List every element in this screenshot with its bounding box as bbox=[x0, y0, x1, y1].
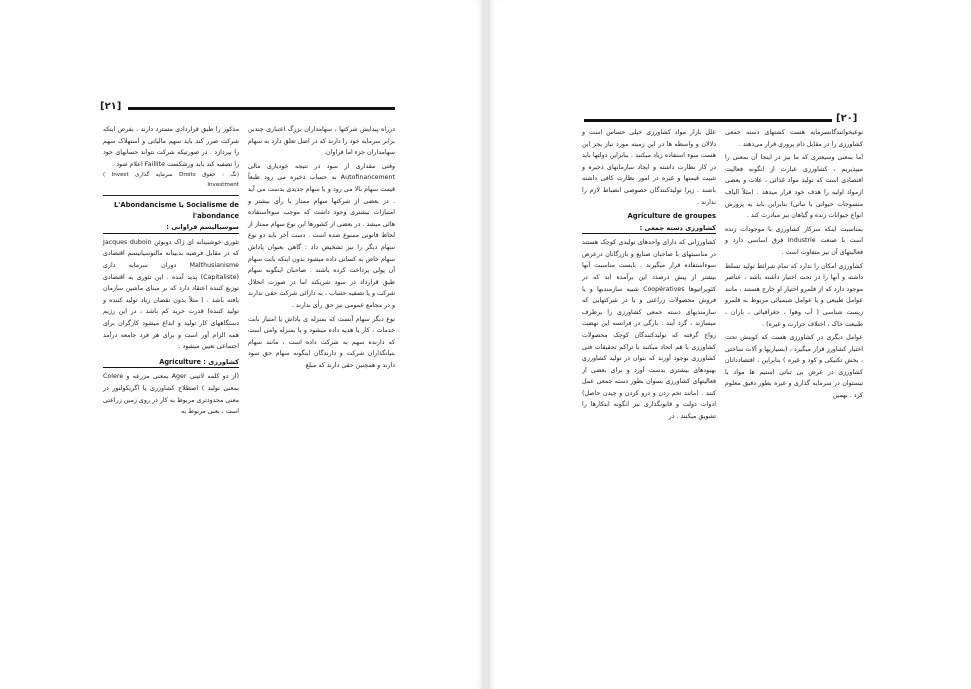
cross-reference-note: (نگ : حقوق Droits سرمایه گذاری Invest ) Investment bbox=[103, 172, 239, 189]
paragraph: اما بمعنی وسیعتری که ما نیز در اینجا آن بمعنی را میپذیریم ، کشاورزی عبارت از انگونه فعالیت اقتصادی است که تولید مواد غذائی ، علات و بعضی ازمواد اولیه را هدف خود قرار میدهد . (مثلاً الیاف منسوجات حیوانی یا نباتی) بنابراین باید به پرورش انواع حیوانات زنده و گیاهان نیز مبادرت کند . bbox=[725, 154, 863, 220]
header-rule bbox=[584, 119, 832, 122]
section-heading-fa: سوسیالیسم فراوانی : bbox=[103, 222, 239, 234]
paragraph: نوع دیگر سهام آنست که بمنزله ی پاداش یا امتیاز بابت خدمات ، کار یا هدیه داده میشود و یا بمنزله وامی است که دارنده سهم به شرکت داده است ، مانند سهام بنیانگذاران شرکت و دارندگان اینگونه سهام حق سود دارند و همچنین حقی دارند که مبلغ bbox=[248, 315, 395, 369]
section-divider bbox=[103, 195, 239, 196]
left-page-left-column bbox=[103, 124, 239, 418]
paragraph: نوعیخوانندگانسرمایه هست کشتهای دسته جمعی کشاورزی را در مقابل دام پروری قرار می‌دهند . bbox=[725, 129, 863, 148]
agriculture-heading: کشاورزی : Agriculture bbox=[103, 357, 239, 369]
paragraph: علل بازار مواد کشاورزی خیلی حساس است و دلالان و واسطه ها در این زمینه مورد نیاز بجز این هست سوء استفاده زیاد میکنند . بنابراین دولتها باید در کار نظارت داشته و ایجاد سازمانهای ذخیره و تثبیت قیمتها و غیره در امور نظارت کافی داشته باشند . زیرا تولیدکنندگان خصوصی انضباط لازم را ندارند . bbox=[582, 129, 716, 206]
section-body: تئوری خوشبینانه ای ژاک دوبوئن Jacques duboin که در مقابل فرضیه بدبینانه مالتوسیانیسم اقتصادی Malthusianisme دوران سرمایه داری (Capitaliste) پدید آمده . این تئوری به اقتصادی توزیع کننده اعتقاد دارد که بر مبنای ماشین سازمان یافته باشد . ( مثلاً بدون نقصان زیاد تولید کننده و تولید کننده) قدرت خرید کم باشد ، در این رژیم دستگاههای کار تولید و ابداع میشود کارگران برای همه الزام آور است و برای هر فرد جامعه درآمد اجتماعی تعیین میشود . bbox=[103, 238, 239, 351]
header-rule bbox=[128, 107, 395, 110]
paragraph: وقتی مقداری از سود در نتیجه خودیاری مالی Autofinancement به حساب ذخیره می رود طبعاً قیمت سهام بالا می رود و یا سهام جدیدی بدست می آید . در بعضی از شرکتها سهام ممتاز با رأی بیشتر و امتیازات بیشتری وجود داشت که موجب سوءاستفاده هائی میشد . در بعضی از کشورها این نوع سهام ممتاز از لحاظ قانونی ممنوع شده است . دست آخر باید دو نوع سهام دیگر را نیز تشخیص داد : گاهی بعنوان پاداش سهام خاص به کسانی داده میشود بدون اینکه بابت سهام آن پولی پرداخت کرده باشند . صاحبان اینگونه سهام طبق قرارداد در سود شریکند اما در صورت انحلال شرکت و یا تصفیه حساب ، به دارائی شرکت حقی ندارند و در مجامع عمومی نیز حق رأی ندارند . bbox=[248, 162, 395, 309]
paragraph: درراه پیدایش شرکتها ، سهامداران بزرگ اعتباری چندین برابر سرمایه خود را دارند که در اصل تعلق دارد به سهام سهامداران جزء اما فراوان. bbox=[248, 126, 395, 157]
page-number: [۲۱] bbox=[100, 101, 122, 112]
paragraph: بمناسبت اینکه سرکار کشاورزی با موجودات زنده است با صنعت Industrie فرق اساسی دارد و فعالیتهای آن نیز متفاوت است . bbox=[725, 225, 863, 256]
left-page-header bbox=[100, 101, 400, 115]
paragraph: مذکور را طبق قراردادی مسترد دارند ، بفرض اینکه شرکت ضرر کند باید سهم مالیاتی و استهلاک سهم را بپردازد . در صورتیکه شرکت نتواند حسابهای خود را تصفیه کند باید ورشکست Faillite اعلام شود . bbox=[103, 126, 239, 168]
right-page-left-column bbox=[582, 127, 716, 423]
right-page-right-column bbox=[725, 127, 863, 402]
section-body: کشاورزانی که دارای واحدهای تولیدی کوچک هستند در مناسبتهای با صاحبان صنایع و بازرگانان درعرض سوءاستفاده قرار میگیرند . بایست مناسبت آنها بیشتر از پیش درصدد این برآمده اند که در کئوپراتیوها Coopératives شبیه سازمندیها و یا فروش محصولات زراعتی و یا در شرکتهایی که سازمندیهای دسته جمعی کشاورزی را برطرف میسازند ، گرد آیند . بارگی در فرانسه این نهضت رواج گرفته که تولیدکنندگان کوچک محصولات کشاورزی با هم اتحاد میکنند با تراکم تحقیقات فنی کشاورزی بوجود آورند که بتوان در تولید کشاورزی بهبودهای بیشتری بدست آورد و برای بعضی از فعالیتهای کشاورزی بسوان بطور دسته جمعی عمل کنند . (مانند تخم زدن و درو کردن و چیدن حاصل) ادوات دولت و قانونگذاری نیز انگونه ابتکارها را تشویق میکنند . در bbox=[582, 239, 716, 421]
section-heading-en: Agriculture de groupes bbox=[627, 212, 716, 221]
paragraph: عوامل دیگری در کشاورزی هست که کوینش تحت اختیار کشاورز قرار میگیرد ، (بسیاریها و آلات ساختی ، بخش تکنیکی و کود و غیره ) بنابراین ، اقتصاددانان کشاورزی در عرض بی ثباتی استیم ها مواد با نیستوان در سرمایه گذاری و غیره بطور دقیق معلوم کرد . بهمین bbox=[725, 334, 863, 400]
paragraph: کشاورزی امکان را ندارد که تمام شرائط تولید تسلط داشته و آنها را در تحت اختیار داشته باشد ، عناصر موجود دارد که از قلمرو اختیار او خارج هستند ، مانند عوامل طبیعی و یا عوامل شیمیائی مربوط به قلمرو زیست شناسی ( آب وهوا ، جغرافیائی ، باران ، طبیعت خاک ، اختلاف حرارت و غیره) . bbox=[725, 262, 863, 328]
section-heading-en: L'Abondancisme یا Socialisme de l'abondance bbox=[113, 201, 239, 220]
agriculture-body: (از دو کلمه لاتینی Ager بمعنی مزرعه و Colere بمعنی تولید ) اصطلاح کشاورزی یا اگریکولتور در معنی محدودتری مربوط به کار در روی زمین زراعتی است ، بعنی مربوط به bbox=[103, 373, 239, 416]
left-page bbox=[0, 0, 484, 689]
left-page-right-column bbox=[248, 124, 395, 371]
right-page-header bbox=[584, 113, 864, 127]
section-heading-fa: کشاورزی دسته جمعی : bbox=[582, 223, 716, 235]
right-page bbox=[488, 0, 971, 689]
page-number: [۲۰] bbox=[836, 113, 858, 124]
